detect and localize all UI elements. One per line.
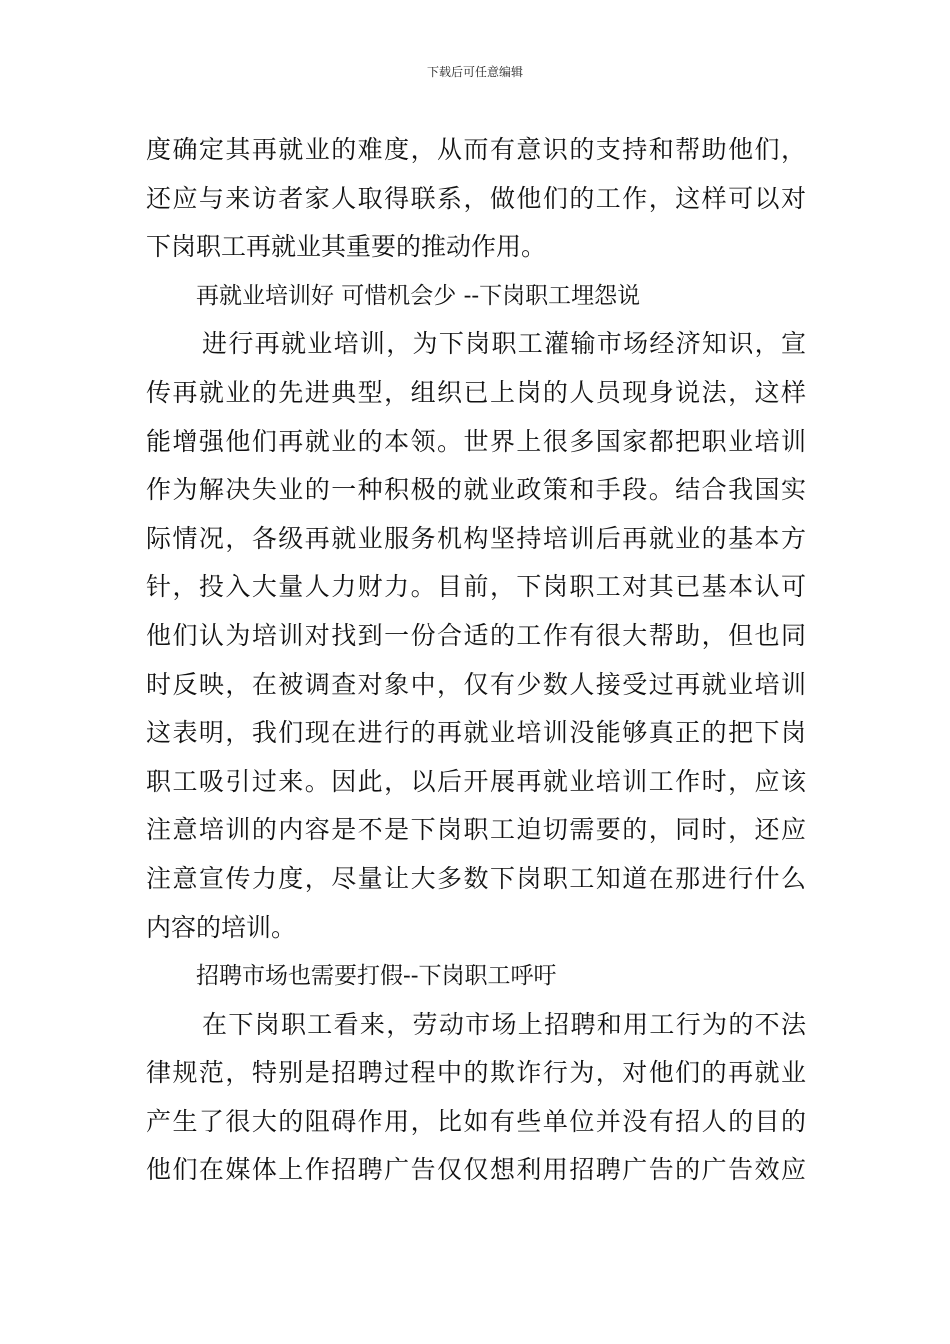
text-line: 他们在媒体上作招聘广告仅仅想利用招聘广告的广告效应	[146, 1155, 806, 1185]
text-line: 还应与来访者家人取得联系，做他们的工作，这样可以对	[146, 183, 806, 213]
text-line: 内容的培训。	[146, 912, 297, 942]
text-line: 律规范，特别是招聘过程中的欺诈行为，对他们的再就业	[146, 1058, 806, 1088]
page-header: 下载后可任意编辑	[426, 65, 523, 79]
text-line: 产生了很大的阻碍作用，比如有些单位并没有招人的目的	[146, 1106, 806, 1136]
text-line: 在下岗职工看来，劳动市场上招聘和用工行为的不法	[202, 1009, 806, 1039]
text-line: 进行再就业培训，为下岗职工灌输市场经济知识，宣	[202, 329, 806, 359]
text-line: 度确定其再就业的难度，从而有意识的支持和帮助他们，	[146, 135, 806, 164]
text-line: 传再就业的先进典型，组织已上岗的人员现身说法，这样	[146, 377, 806, 407]
document-body	[146, 126, 806, 1195]
section-heading: 再就业培训好 可惜机会少 --下岗职工埋怨说	[196, 282, 641, 309]
text-line: 注意培训的内容是不是下岗职工迫切需要的，同时，还应	[146, 815, 806, 845]
section-heading: 招聘市场也需要打假--下岗职工呼吁	[196, 963, 557, 990]
text-line: 能增强他们再就业的本领。世界上很多国家都把职业培训	[146, 426, 806, 456]
text-line: 际情况，各级再就业服务机构坚持培训后再就业的基本方	[146, 523, 806, 553]
text-line: 这表明，我们现在进行的再就业培训没能够真正的把下岗	[146, 718, 806, 748]
text-line: 时反映，在被调查对象中，仅有少数人接受过再就业培训	[146, 669, 806, 699]
text-line: 下岗职工再就业其重要的推动作用。	[146, 232, 547, 262]
text-line: 他们认为培训对找到一份合适的工作有很大帮助，但也同	[146, 620, 806, 650]
text-line: 作为解决失业的一种积极的就业政策和手段。结合我国实	[146, 475, 806, 505]
text-line: 针，投入大量人力财力。目前，下岗职工对其已基本认可	[146, 572, 806, 602]
text-line: 职工吸引过来。因此，以后开展再就业培训工作时，应该	[146, 766, 806, 796]
text-line: 注意宣传力度，尽量让大多数下岗职工知道在那进行什么	[146, 863, 806, 893]
